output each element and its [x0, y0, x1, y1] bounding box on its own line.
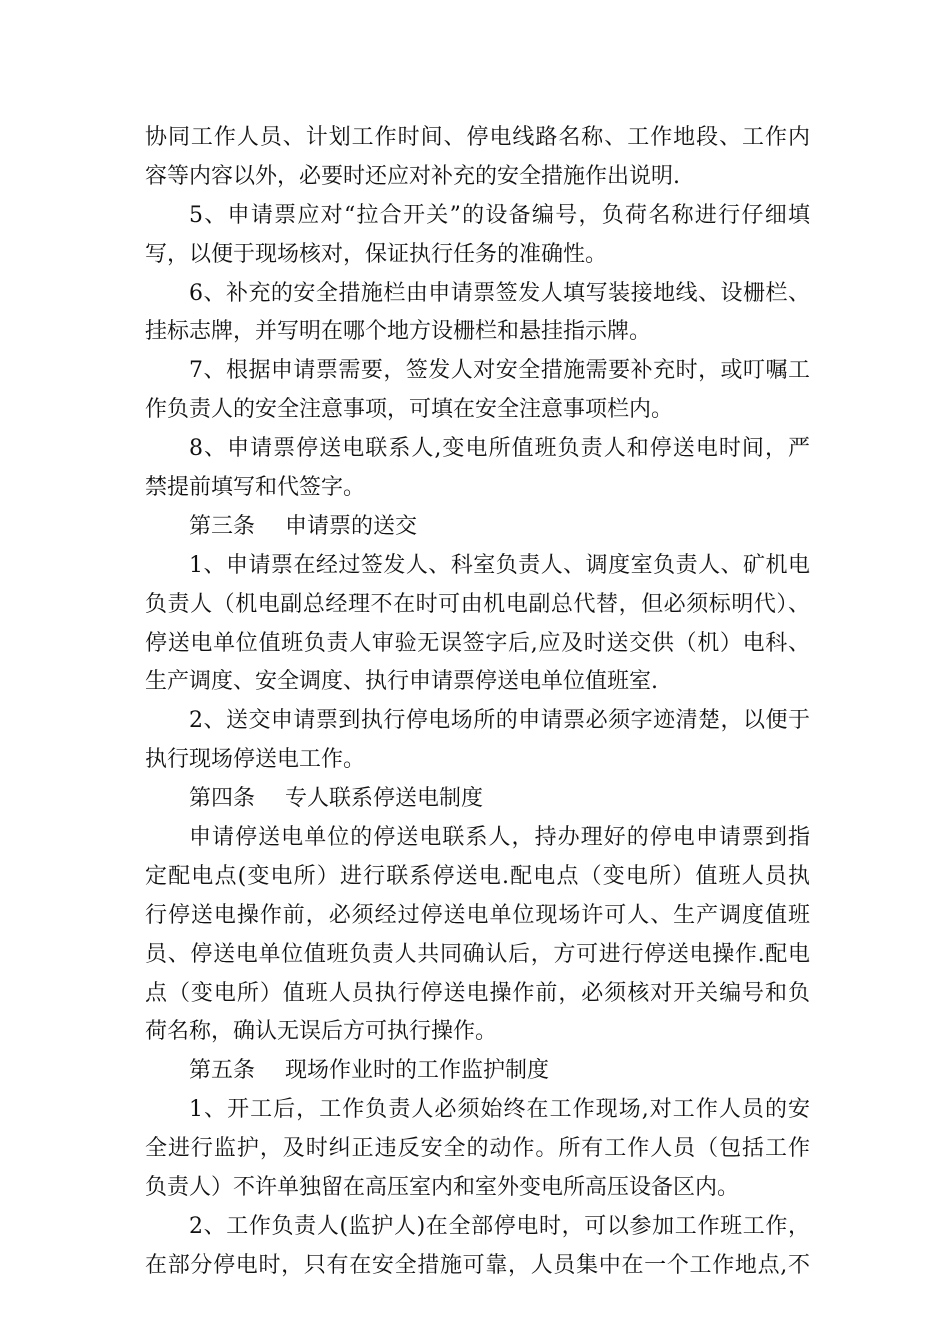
article-title: 专人联系停送电制度	[285, 786, 484, 812]
text-line: 停送电单位值班负责人审验无误签字后,应及时送交供（机）电科、	[145, 630, 810, 656]
text-line: 负责人）不许单独留在高压室内和室外变电所高压设备区内。	[145, 1175, 740, 1201]
text-line: 作负责人的安全注意事项，可填在安全注意事项栏内。	[145, 397, 674, 423]
article-number: 第三条	[189, 513, 256, 539]
text-line: 行停送电操作前，必须经过停送电单位现场许可人、生产调度值班	[145, 902, 810, 928]
text-line: 容等内容以外，必要时还应对补充的安全措施作出说明.	[145, 163, 680, 189]
text-line: 2、工作负责人(监护人)在全部停电时，可以参加工作班工作，	[189, 1213, 810, 1239]
text-line: 写，以便于现场核对，保证执行任务的准确性。	[145, 241, 608, 267]
body-text	[145, 119, 810, 1286]
text-line: 员、停送电单位值班负责人共同确认后，方可进行停送电操作.配电	[145, 941, 810, 967]
text-line: 禁提前填写和代签字。	[145, 475, 366, 501]
text-line: 7、根据申请票需要，签发人对安全措施需要补充时，或叮嘱工	[189, 358, 810, 384]
article-number: 第五条	[189, 1058, 256, 1084]
text-line: 申请停送电单位的停送电联系人，持办理好的停电申请票到指	[189, 825, 810, 851]
text-line: 1、开工后，工作负责人必须始终在工作现场,对工作人员的安	[189, 1097, 810, 1123]
text-line: 8、申请票停送电联系人,变电所值班负责人和停送电时间，严	[189, 436, 810, 462]
article-title: 现场作业时的工作监护制度	[285, 1058, 550, 1084]
text-line: 全进行监护，及时纠正违反安全的动作。所有工作人员（包括工作	[145, 1136, 810, 1162]
text-line: 挂标志牌，并写明在哪个地方设栅栏和悬挂指示牌。	[145, 319, 652, 345]
text-line: 1、申请票在经过签发人、科室负责人、调度室负责人、矿机电	[189, 552, 810, 578]
article-heading	[145, 1052, 810, 1091]
text-line: 2、送交申请票到执行停电场所的申请票必须字迹清楚，以便于	[189, 708, 810, 734]
text-line: 荷名称，确认无误后方可执行操作。	[145, 1019, 498, 1045]
article-title: 申请票的送交	[285, 513, 418, 539]
article-heading	[145, 508, 810, 547]
text-line: 定配电点(变电所）进行联系停送电.配电点（变电所）值班人员执	[145, 863, 810, 889]
text-line: 在部分停电时，只有在安全措施可靠，人员集中在一个工作地点,不	[145, 1252, 810, 1278]
text-line: 负责人（机电副总经理不在时可由机电副总代替，但必须标明代）、	[145, 591, 810, 617]
text-line: 生产调度、安全调度、执行申请票停送电单位值班室.	[145, 669, 658, 695]
text-line: 点（变电所）值班人员执行停送电操作前，必须核对开关编号和负	[145, 980, 810, 1006]
article-number: 第四条	[189, 786, 256, 812]
text-line: 6、补充的安全措施栏由申请票签发人填写装接地线、设栅栏、	[189, 280, 810, 306]
article-heading	[145, 780, 810, 819]
text-line: 5、申请票应对“拉合开关”的设备编号，负荷名称进行仔细填	[189, 202, 810, 228]
text-line: 协同工作人员、计划工作时间、停电线路名称、工作地段、工作内	[145, 125, 810, 150]
text-line: 执行现场停送电工作。	[145, 747, 366, 773]
